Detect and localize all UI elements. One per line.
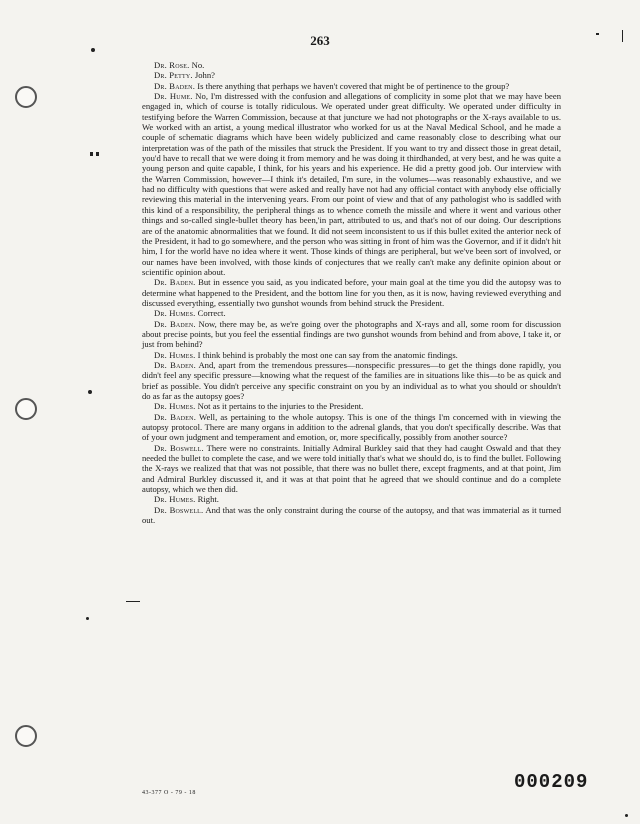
speech-text: I think behind is probably the most one can say from the anatomic findings. (195, 349, 458, 360)
transcript-paragraph (142, 308, 561, 318)
speaker-name: Dr. Baden. (154, 318, 196, 329)
speaker-name: Dr. Baden. (154, 80, 196, 91)
punch-hole-bottom (15, 725, 37, 747)
speaker-name: Dr. Humes. (154, 401, 196, 412)
speech-text: And, apart from the tremendous pressures—nonspecific pressures—to get the things done rapidly, you didn't feel any specific pressure—knowing what the request of the families are in situations like this—to be as quick and brief as possible. You didn't perceive any specific constraint on you by an individual as to what you should or shouldn't do as far as the autopsy goes? (142, 359, 561, 401)
transcript-paragraph (142, 412, 561, 443)
punch-hole-middle (15, 398, 37, 420)
speaker-name: Dr. Baden. (154, 359, 196, 370)
margin-dot (88, 390, 92, 394)
margin-dot (96, 152, 99, 156)
speech-text: John? (192, 70, 215, 81)
speech-text: And that was the only constraint during the course of the autopsy, and that was immaterial as it turned out. (142, 504, 561, 526)
transcript-paragraph (142, 91, 561, 277)
transcript-paragraph (142, 70, 561, 80)
transcript-paragraph (142, 277, 561, 308)
margin-dash (126, 601, 140, 602)
speech-text: Well, as pertaining to the whole autopsy. This is one of the things I'm concerned with in viewing the autopsy protocol. There are many organs in addition to the adrenal glands, that you don't specifically describe. Was that of your own judgment and temperament and emotion, or, more specifically, possibly from another source? (142, 411, 561, 443)
transcript-paragraph (142, 443, 561, 495)
transcript-paragraph (142, 319, 561, 350)
speech-text: No. (189, 60, 205, 70)
transcript-paragraph (142, 494, 561, 504)
transcript-paragraph (142, 350, 561, 360)
transcript-paragraph (142, 505, 561, 526)
speech-text: There were no constraints. Initially Admiral Burkley said that they had caught Oswald and that they needed the bullet to complete the case, and we were told initially that's what we should do, is to find the bullet. Following the X-rays we realized that that was not possible, that there was no bullet there, except fragments, and at that point, Jim and Admiral Burkley discussed it, and it was at that point that he agreed that we should continue and do a complete autopsy, which we then did. (142, 442, 561, 495)
speech-text: Not as it pertains to the injuries to the President. (195, 401, 364, 412)
speaker-name: Dr. Baden. (154, 411, 197, 422)
speech-text: Right. (195, 494, 219, 505)
speaker-name: Dr. Humes. (154, 308, 196, 319)
speaker-name: Dr. Humes. (154, 349, 196, 360)
speech-text: Is there anything that perhaps we haven't covered that might be of pertinence to the group? (195, 80, 510, 91)
print-code: 43-377 O - 79 - 18 (142, 790, 196, 796)
speech-text: No, I'm distressed with the confusion and allegations of complicity in some plot that we may have been engaged in, which of course is totally ridiculous. We operated under great difficulty. We operated under difficulty in testifying before the Warren Commission, because at that juncture we had not photographs or the X-rays available to us. We worked with an artist, a young medical illustrator who worked for us at the Naval Medical School, and he made a couple of schematic diagrams which have been widely publicized and came reasonably close to describing what our interpretation was of the path of the missiles that struck the President. If you want to try and dissect those in great detail, you'd have to recall that we were doing it from memory and he was doing it thirdhanded, at very best, and he was quite a young person and quite capable, I think, for his years and his experience. He did a pretty good job. Our interview with the Warren Commission, however—I think it's detailed, I'm sure, in the volumes—was reasonably exhaustive, and we had no difficulty with questions that were asked and really have not had any official contact with anybody else officially reviewing this material in the intervening years. From our point of view and that of any pathologist who is saddled with this kind of a responsibility, the peripheral things as to whence cometh the missile and where it went and various other things and so-called single-bullet theory has been,'in part, attributed to us, and that's not of our doing. Our descriptions are of the anatomic abnormalities that we found. It did not seem inconsistent to us if this bullet exited the anterior neck of the President, it had to go somewhere, and the person who was sitting in front of him was the Governor, and if it didn't hit him, I for the world have no idea where it went. Those kinds of things are peripheral, but we've been sort of involved, or our names have been involved, with those kinds of conjectures that we really can't make any definite opinion about or scientific opinion about. (142, 91, 561, 277)
speaker-name: Dr. Baden. (154, 277, 196, 288)
speaker-name: Dr. Hume. (154, 91, 193, 102)
transcript-paragraph (142, 360, 561, 401)
speaker-name: Dr. Boswell. (154, 504, 204, 515)
page-number: 263 (310, 33, 330, 48)
speaker-name: Dr. Humes. (154, 494, 196, 505)
margin-dot (90, 152, 93, 156)
margin-dot (86, 617, 89, 620)
speaker-name: Dr. Boswell. (154, 442, 204, 453)
transcript-body (142, 60, 561, 525)
speech-text: Correct. (195, 308, 226, 319)
transcript-paragraph (142, 81, 561, 91)
margin-dot (625, 814, 628, 817)
transcript-paragraph (142, 60, 561, 70)
document-id-stamp: 000209 (514, 771, 589, 793)
speech-text: But in essence you said, as you indicated before, your main goal at the time you did the autopsy was to determine what happened to the President, and the bottom line for you then, as it is now, having reviewed everything and discussed everything, essentially two gunshot wounds from behind struck the President. (142, 277, 561, 308)
speech-text: Now, there may be, as we're going over the photographs and X-rays and all, some room for discussion about precise points, but you feel the essential findings are two gunshot wounds from behind and from above, I take it, or just from behind? (142, 318, 561, 350)
punch-hole-top (15, 86, 37, 108)
speaker-name: Dr. Petty. (154, 70, 193, 81)
transcript-paragraph (142, 401, 561, 411)
speaker-name: Dr. Rose. (154, 60, 190, 70)
